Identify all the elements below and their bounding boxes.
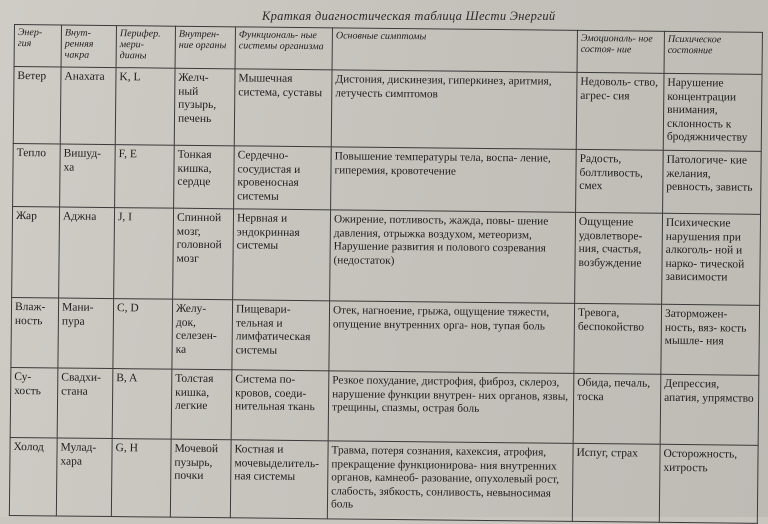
cell-energy: Ветер	[13, 67, 61, 144]
cell-meridians: F, E	[115, 145, 175, 209]
cell-mental: Патологиче- кие желания, ревность, зависть	[663, 150, 762, 214]
cell-emotional: Ощущение удовлетворе- ния, счастья, возбуждение	[575, 212, 663, 304]
cell-meridians: C, D	[113, 299, 173, 370]
cell-mental: Нарушение концентрации внимания, склонность к бродяжничеству	[663, 73, 762, 151]
cell-symptoms: Дистония, дискинезия, гиперкинез, аритмия, летучесть симптомов	[331, 70, 577, 150]
cell-organs: Спинной мозг, головной мозг	[173, 208, 234, 300]
cell-emotional: Тревога, беспокойство	[574, 303, 662, 374]
cell-meridians: J, I	[114, 208, 174, 300]
cell-emotional: Испуг, страх	[572, 443, 660, 522]
cell-emotional: Обида, печаль, тоска	[573, 373, 661, 444]
table-row	[13, 143, 762, 214]
cell-energy: Тепло	[13, 143, 61, 206]
cell-chakra: Мулад- хара	[56, 438, 112, 517]
cell-chakra: Мани- пура	[58, 298, 114, 369]
cell-systems: Система по- кровов, соеди- нительная ткань	[231, 370, 329, 441]
cell-meridians: K, L	[115, 68, 175, 146]
cell-emotional: Радость, болтливость, смех	[576, 149, 664, 213]
cell-systems: Нервная и эндокринная системы	[233, 209, 331, 301]
header-symptoms: Основные симптомы	[332, 28, 577, 73]
cell-systems: Пищевари- тельная и лимфатическая системы	[232, 300, 330, 371]
cell-meridians: G, H	[111, 439, 171, 518]
cell-mental: Депрессия, апатия, упрямство	[660, 374, 759, 445]
cell-energy: Жар	[12, 206, 60, 297]
cell-chakra: Свадхи- стана	[57, 368, 113, 439]
header-chakra: Внут- ренняя чакра	[61, 25, 116, 68]
cell-organs: Тонкая кишка, сердце	[174, 145, 235, 209]
cell-systems: Сердечно- сосудистая и кровеносная системы	[234, 146, 332, 210]
cell-organs: Желу- док, селезен- ка	[172, 299, 233, 370]
header-systems: Функциональ- ные системы организма	[235, 27, 332, 70]
cell-emotional: Недоволь- ство, агрес- сия	[576, 72, 664, 150]
table-title: Краткая диагностическая таблица Шести Энергий	[262, 9, 556, 23]
cell-chakra: Аджна	[59, 207, 115, 299]
cell-symptoms: Травма, потеря сознания, кахексия, атрофия, прекращение функционирова- ния внутренних органов, камнеоб- разование, опухолевый рост, слабость, зябкость, сонливость, невыносимая боль	[327, 441, 573, 522]
cell-energy: Су- хость	[10, 367, 58, 437]
cell-symptoms: Ожирение, потливость, жажда, повы- шение давления, отрыжка воздухом, метеоризм, Нарушение развития и полового созревания (недостаток)	[330, 210, 576, 304]
cell-organs: Желч- ный пузырь, печень	[174, 68, 235, 146]
cell-mental: Психические нарушения при алкоголь- ной и нарко- тической зависимости	[662, 213, 761, 305]
header-meridians: Перифер. мери- дианы	[116, 26, 175, 69]
header-emotional: Эмоциональ- ное состоя- ние	[577, 30, 664, 73]
table-row	[12, 206, 761, 305]
six-energies-table	[9, 24, 763, 524]
header-organs: Внутрен- ние органы	[175, 26, 235, 69]
header-mental: Психическое состояние	[664, 31, 762, 74]
cell-symptoms: Резкое похудание, дистрофия, фиброз, склероз, нарушение функции внутрен- них органов, язвы, трещины, спазмы, острая боль	[328, 371, 574, 444]
cell-organs: Мочевой пузырь, почки	[170, 439, 231, 518]
cell-mental: Осторожность, хитрость	[659, 444, 758, 523]
table-row	[11, 297, 760, 375]
cell-symptoms: Повышение температуры тела, воспа- ление, гиперемия, кровотечение	[331, 147, 577, 213]
cell-mental: Заторможен- ность, вяз- кость мышле- ния	[661, 304, 760, 375]
cell-energy: Влаж- ность	[11, 297, 59, 367]
table-row	[10, 367, 759, 445]
cell-meridians: B, A	[112, 369, 172, 440]
header-energy: Энер- гия	[14, 25, 61, 67]
cell-energy: Холод	[9, 437, 57, 515]
table-row	[13, 67, 762, 152]
table-row	[9, 437, 758, 523]
cell-organs: Толстая кишка, легкие	[171, 369, 232, 440]
cell-chakra: Анахата	[60, 67, 116, 145]
cell-systems: Костная и мочевыделитель- ная системы	[230, 440, 328, 519]
cell-symptoms: Отек, нагноение, грыжа, ощущение тяжести, опущение внутренних орга- нов, тупая боль	[329, 301, 575, 374]
cell-systems: Мышечная система, суставы	[234, 69, 332, 147]
cell-chakra: Вишуд- ха	[60, 144, 116, 208]
